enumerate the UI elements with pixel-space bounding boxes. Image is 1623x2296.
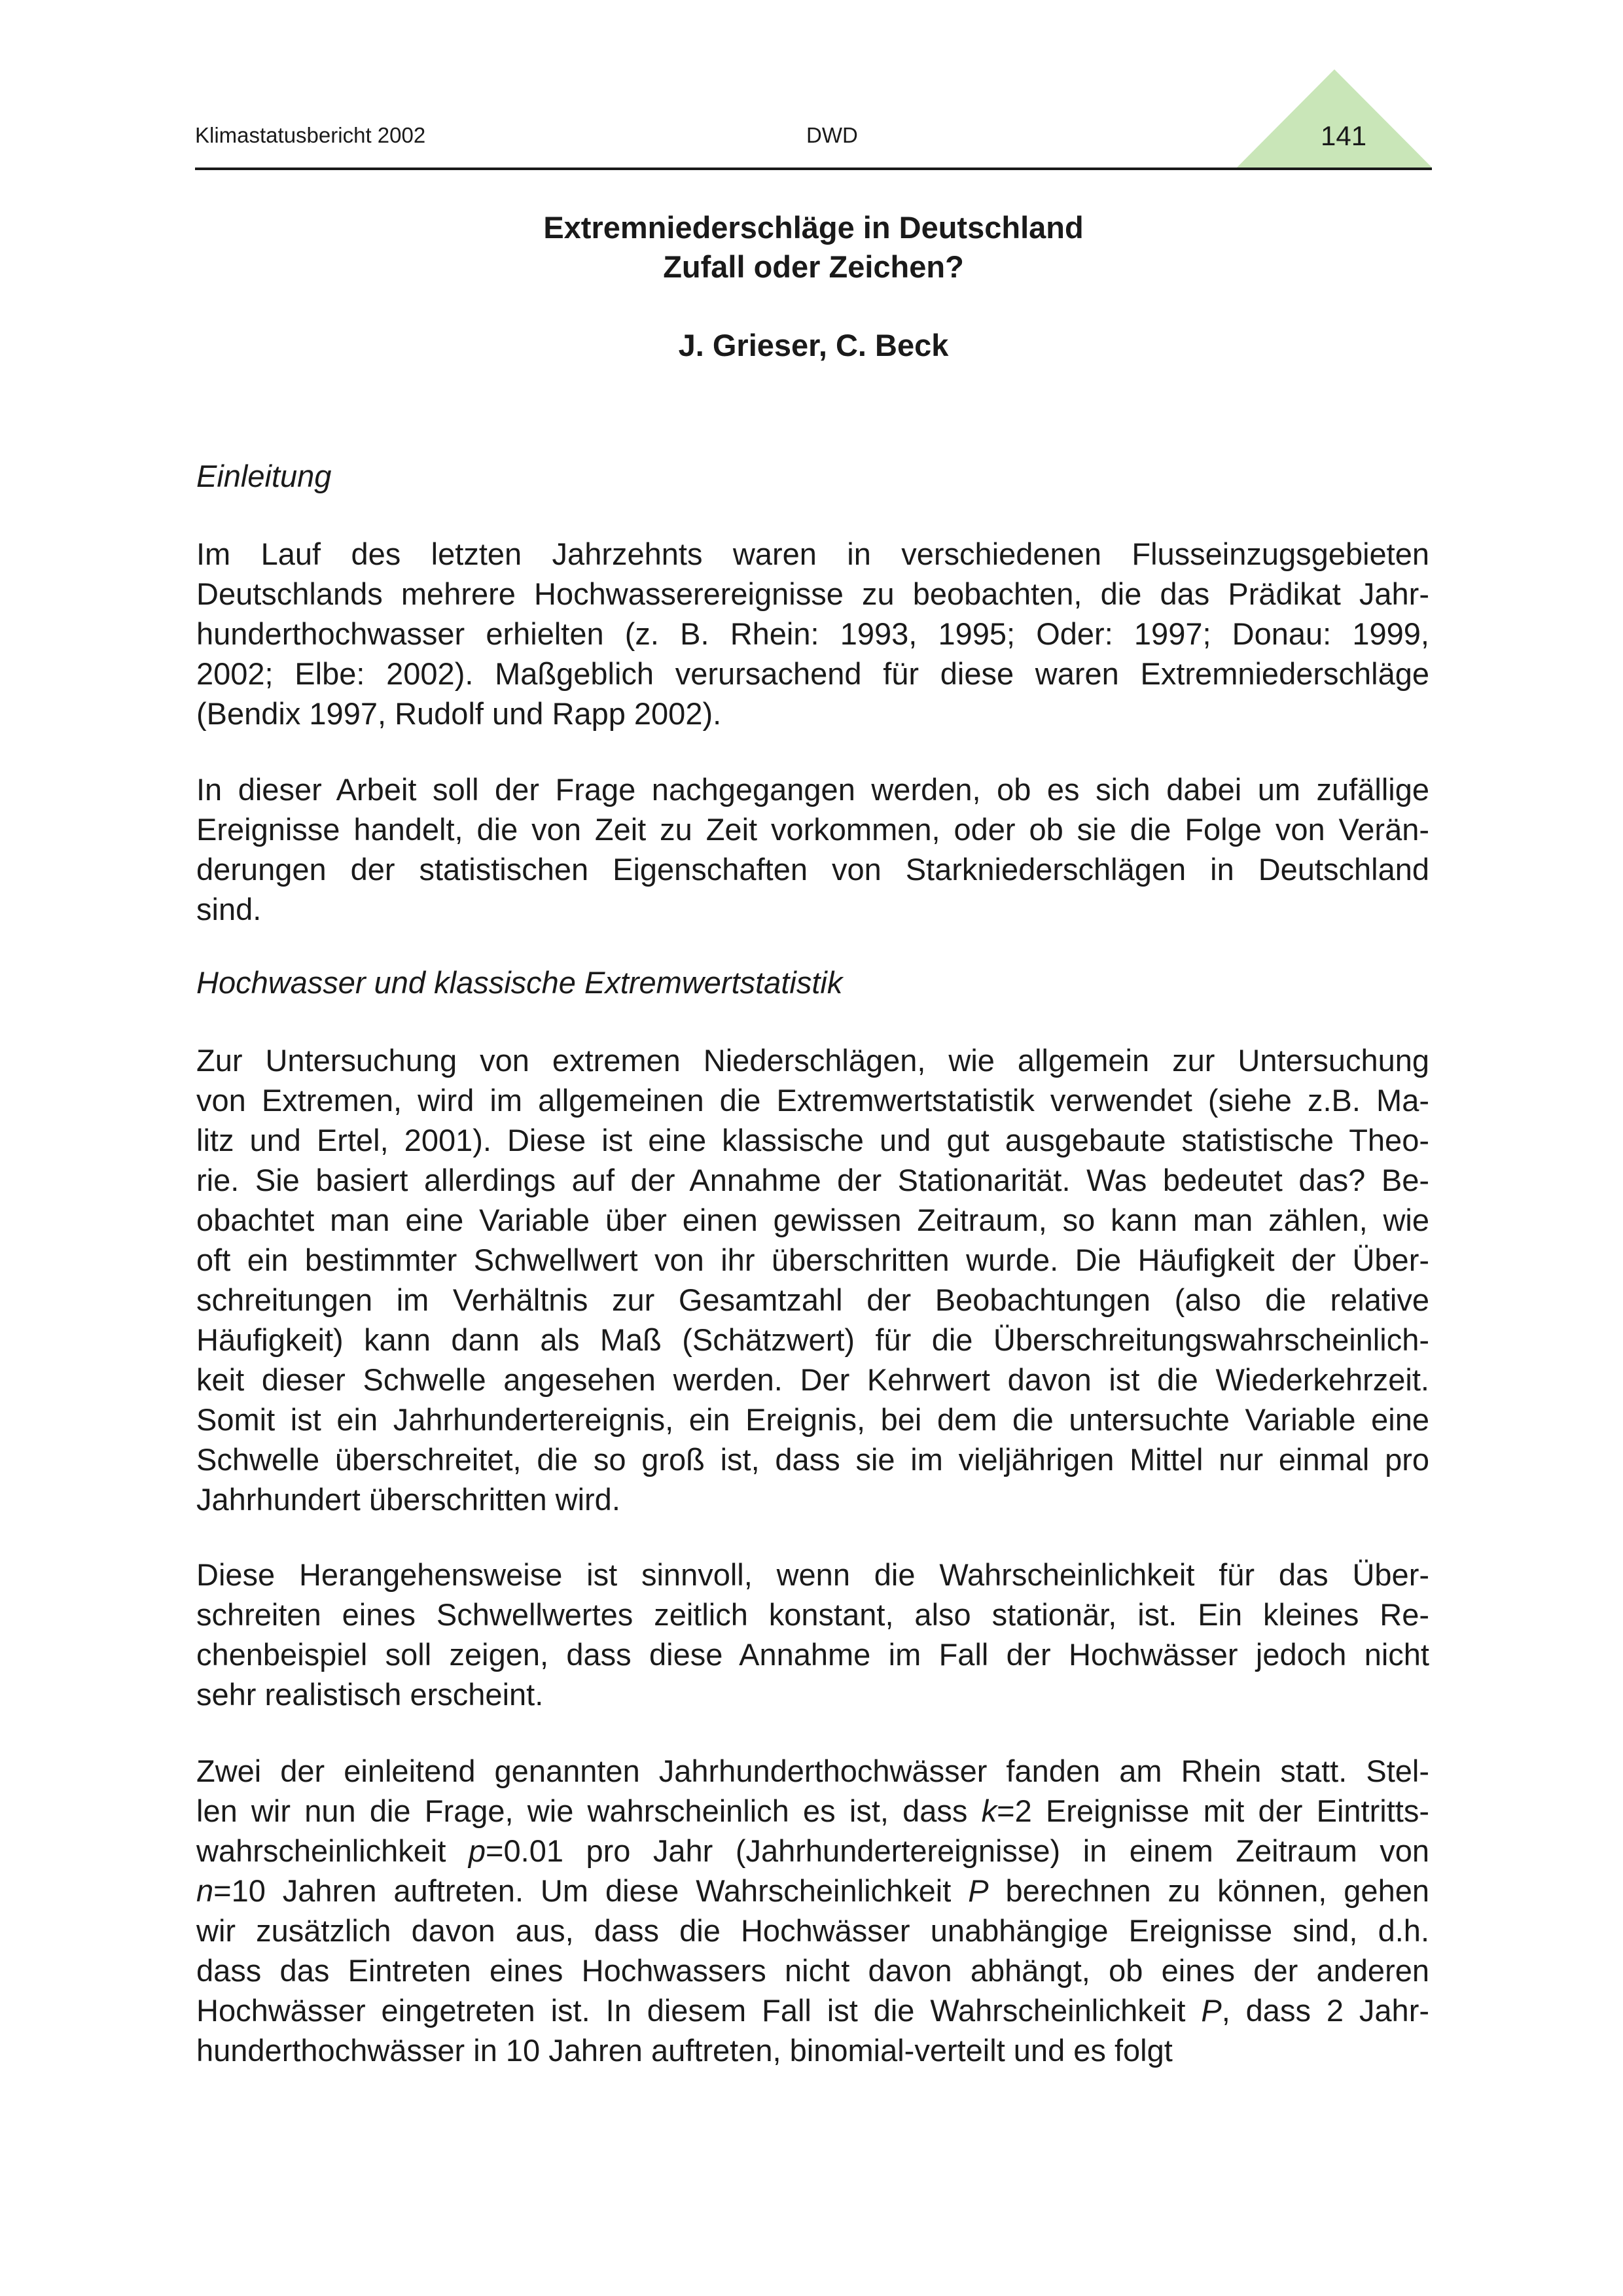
text-line: derungen der statistischen Eigenschaften von Starkniederschlägen in Deutschland [196,852,1429,887]
text-line: Diese Herangehensweise ist sinnvoll, wenn die Wahrscheinlichkeit für das Über- [196,1557,1429,1592]
text-line: wir zusätzlich davon aus, dass die Hochwässer unabhängige Ereignisse sind, d.h. [196,1913,1429,1948]
page-corner-triangle [1237,68,1432,168]
text-line: Deutschlands mehrere Hochwasserereignisse zu beobachten, die das Prädikat Jahr- [196,576,1429,611]
text-line: obachtet man eine Variable über einen gewissen Zeitraum, so kann man zählen, wie [196,1203,1429,1237]
text-line: Ereignisse handelt, die von Zeit zu Zeit vorkommen, oder ob sie die Folge von Verän- [196,812,1429,847]
text-line: rie. Sie basiert allerdings auf der Annahme der Stationarität. Was bedeutet das? Be- [196,1163,1429,1197]
title-line-1: Extremniederschläge in Deutschland [543,210,1084,245]
text-line: (Bendix 1997, Rudolf und Rapp 2002). [196,696,722,731]
header-rule [195,168,1432,170]
section-heading-einleitung: Einleitung [196,459,332,493]
authors: J. Grieser, C. Beck [678,328,949,362]
text-line: von Extremen, wird im allgemeinen die Extremwertstatistik verwendet (siehe z.B. Ma- [196,1083,1429,1118]
text-line: hunderthochwasser erhielten (z. B. Rhein: 1993, 1995; Oder: 1997; Donau: 1999, [196,616,1429,651]
paragraph [196,1040,1429,1519]
publisher-label: DWD [806,123,858,147]
section-heading-hochwasser: Hochwasser und klassische Extremwertstatistik [196,965,843,1000]
text-line: Schwelle überschreitet, die so groß ist, dass sie im vieljährigen Mittel nur einmal pro [196,1442,1429,1477]
text-line: Häufigkeit) kann dann als Maß (Schätzwert) für die Überschreitungswahrscheinlich- [196,1322,1429,1357]
paragraph [196,534,1429,733]
title-line-2: Zufall oder Zeichen? [663,249,964,284]
text-line: schreitungen im Verhältnis zur Gesamtzahl der Beobachtungen (also die relative [196,1282,1429,1317]
text-line: Somit ist ein Jahrhundertereignis, ein Ereignis, bei dem die untersuchte Variable eine [196,1402,1429,1437]
text-line: Im Lauf des letzten Jahrzehnts waren in verschiedenen Flusseinzugsgebieten [196,537,1429,571]
text-line: len wir nun die Frage, wie wahrscheinlich es ist, dass k=2 Ereignisse mit der Eintritts- [196,1793,1429,1828]
text-line: Jahrhundert überschritten wird. [196,1482,620,1517]
page-number: 141 [1321,120,1367,151]
text-line: Hochwässer eingetreten ist. In diesem Fall ist die Wahrscheinlichkeit P, dass 2 Jahr- [196,1993,1429,2028]
text-line: chenbeispiel soll zeigen, dass diese Annahme im Fall der Hochwässer jedoch nicht [196,1637,1429,1672]
text-line: keit dieser Schwelle angesehen werden. Der Kehrwert davon ist die Wiederkehrzeit. [196,1362,1429,1397]
text-line: litz und Ertel, 2001). Diese ist eine klassische und gut ausgebaute statistische Theo- [196,1123,1429,1157]
text-line: In dieser Arbeit soll der Frage nachgegangen werden, ob es sich dabei um zufällige [196,772,1429,807]
text-line: dass das Eintreten eines Hochwassers nicht davon abhängt, ob eines der anderen [196,1953,1429,1988]
paragraph [196,1751,1429,2070]
text-line: hunderthochwässer in 10 Jahren auftreten, binomial-verteilt und es folgt [196,2033,1173,2068]
paragraph [196,769,1429,929]
text-line: sind. [196,892,262,927]
text-line: Zwei der einleitend genannten Jahrhunderthochwässer fanden am Rhein statt. Stel- [196,1754,1429,1788]
text-line: n=10 Jahren auftreten. Um diese Wahrscheinlichkeit P berechnen zu können, gehen [196,1873,1429,1908]
paragraph [196,1555,1429,1714]
text-line: oft ein bestimmter Schwellwert von ihr überschritten wurde. Die Häufigkeit der Über- [196,1243,1429,1277]
text-line: sehr realistisch erscheint. [196,1677,544,1712]
text-line: schreiten eines Schwellwertes zeitlich konstant, also stationär, ist. Ein kleines Re- [196,1597,1429,1632]
page-header [195,68,1432,170]
text-line: 2002; Elbe: 2002). Maßgeblich verursachend für diese waren Extremniederschläge [196,656,1429,691]
article-title [195,208,1432,287]
text-line: Zur Untersuchung von extremen Niederschlägen, wie allgemein zur Untersuchung [196,1043,1429,1078]
text-line: wahrscheinlichkeit p=0.01 pro Jahr (Jahrhundertereignisse) in einem Zeitraum von [196,1833,1430,1868]
running-title: Klimastatusbericht 2002 [195,123,426,147]
